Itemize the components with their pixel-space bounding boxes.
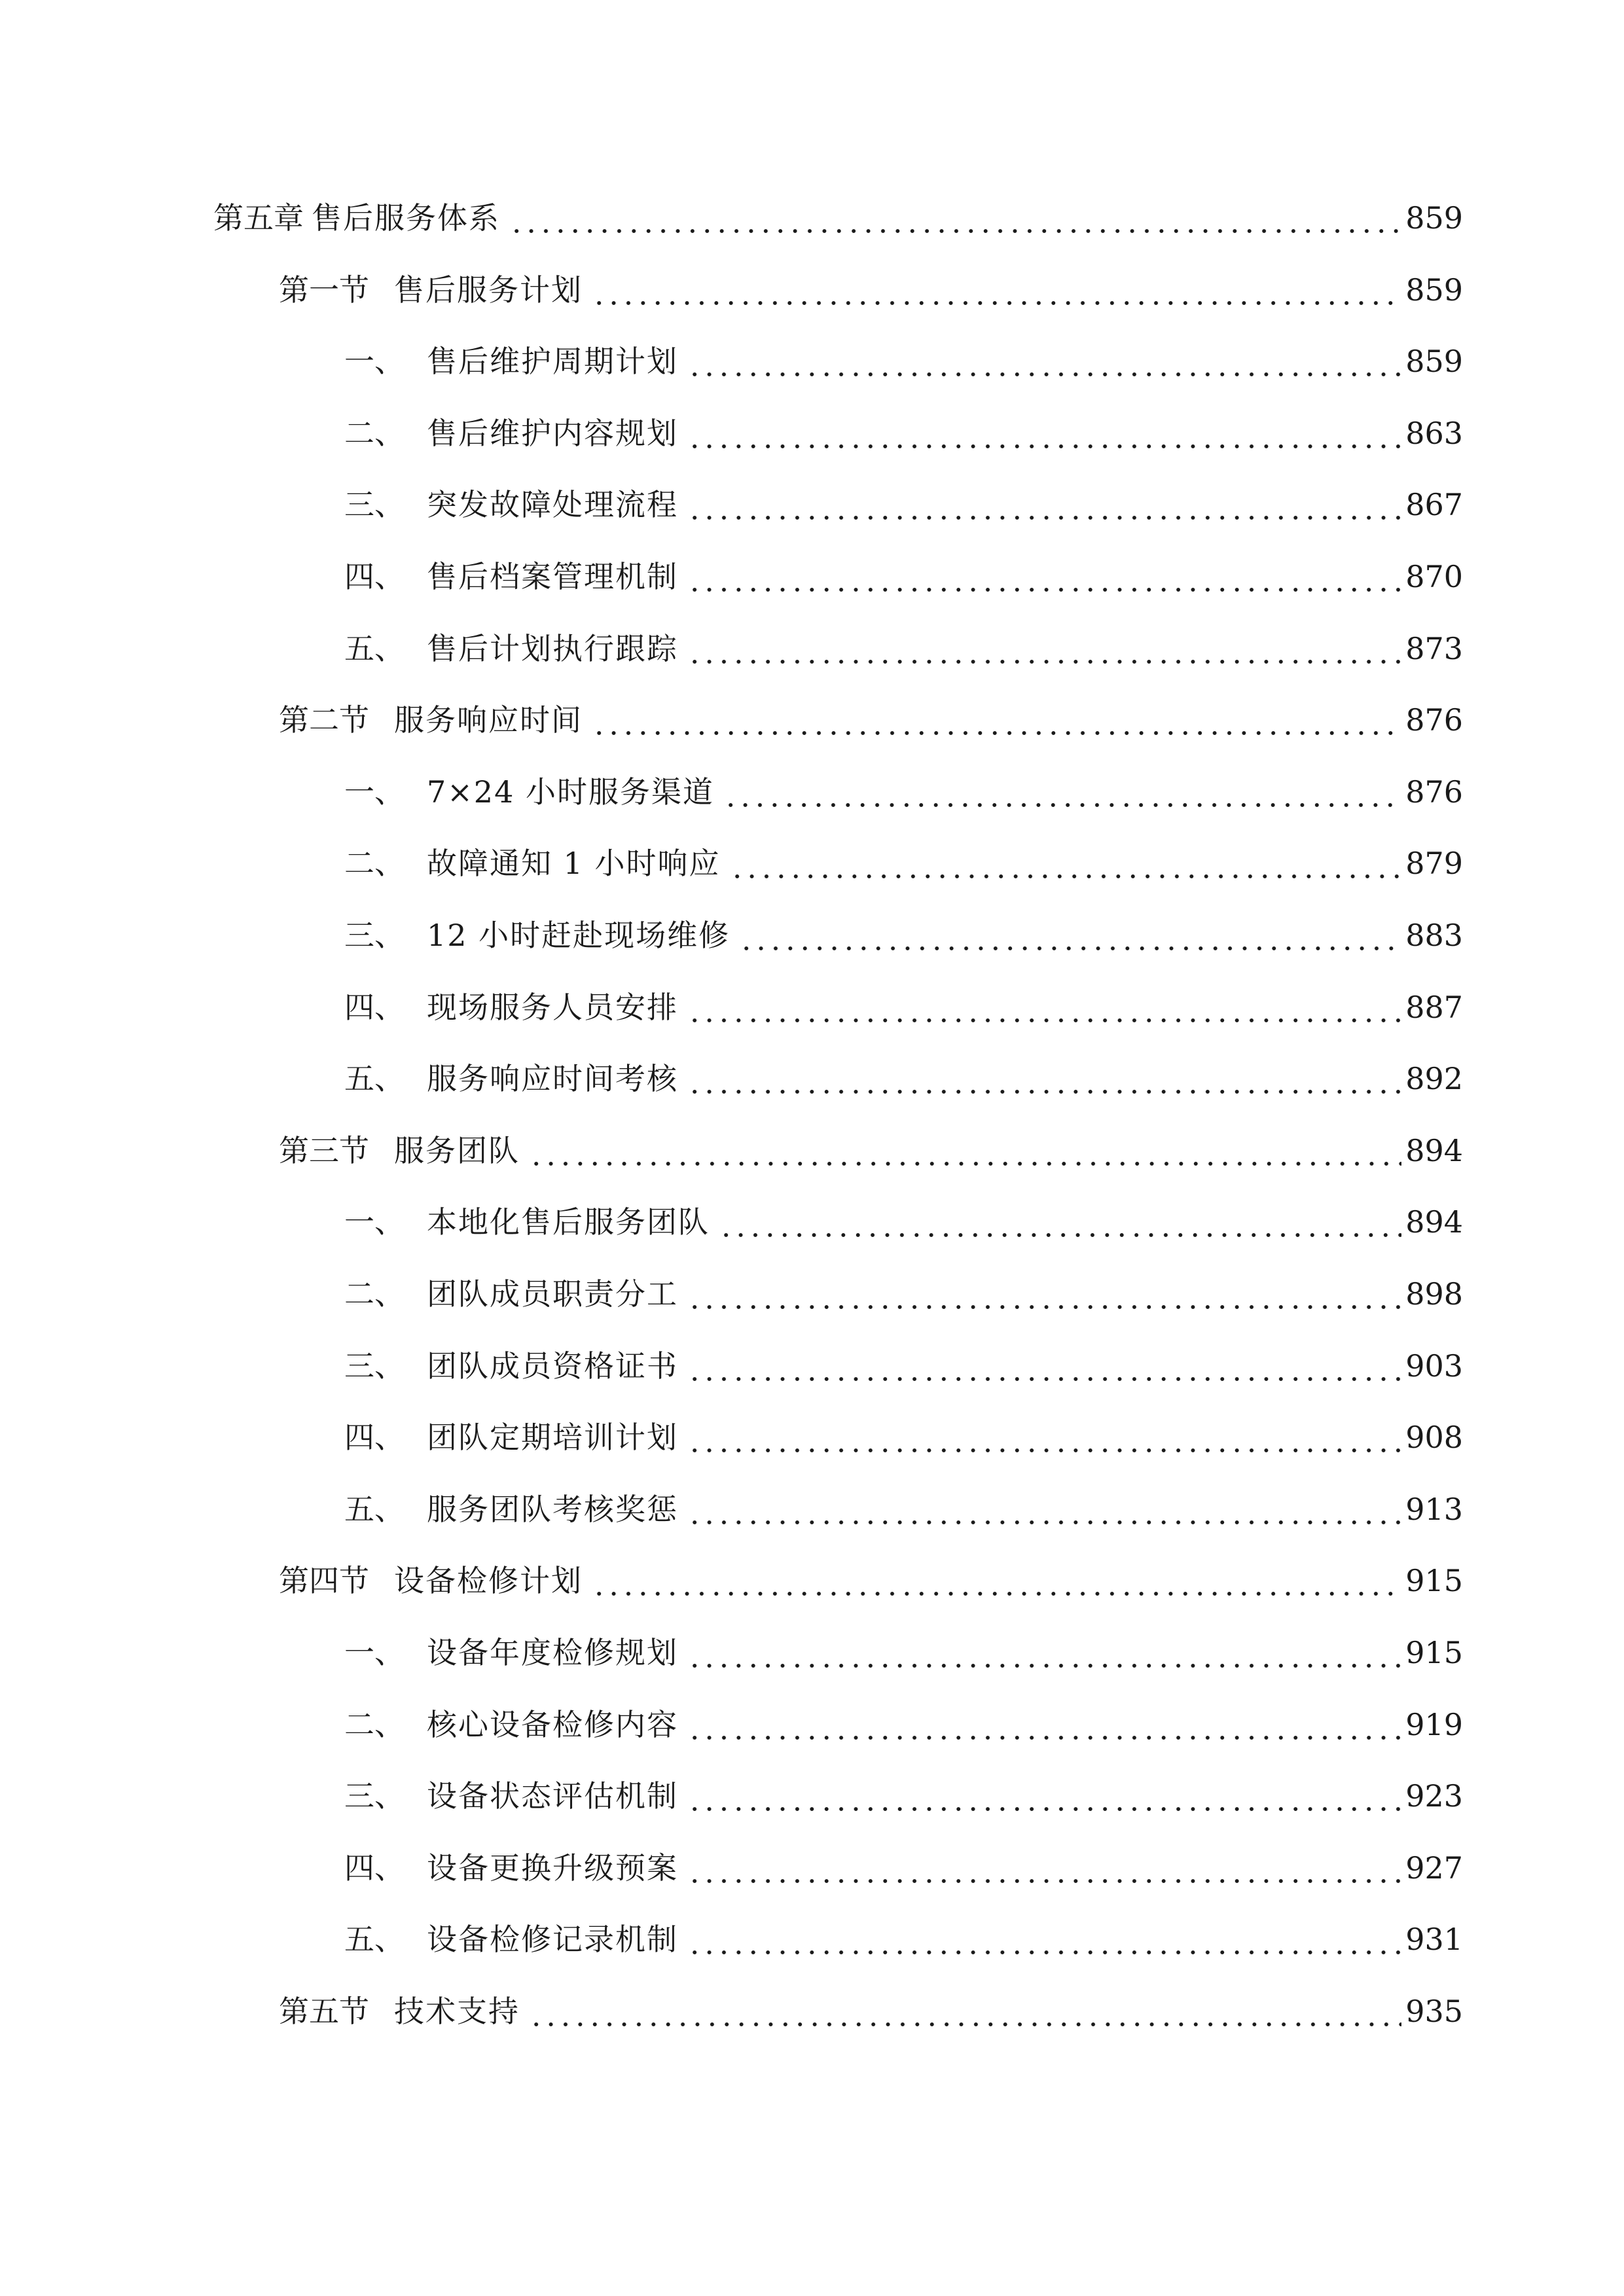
dot-leader — [687, 1063, 1401, 1094]
dot-leader — [687, 1924, 1401, 1955]
toc-entry-number: 二、 — [344, 1707, 405, 1742]
toc-entry[interactable] — [344, 1052, 1463, 1105]
toc-entry-title: 服务响应时间 — [394, 702, 583, 738]
toc-entry-page-number: 883 — [1405, 918, 1463, 953]
toc-entry-page-number: 876 — [1405, 702, 1463, 738]
toc-entry-number: 四、 — [344, 1420, 405, 1455]
toc-entry-title: 设备检修计划 — [394, 1563, 583, 1598]
toc-entry-page-number: 867 — [1405, 487, 1463, 522]
toc-entry[interactable] — [344, 981, 1463, 1033]
toc-entry-number: 五、 — [344, 1492, 405, 1527]
dot-leader — [687, 1494, 1401, 1525]
toc-entry[interactable] — [344, 407, 1463, 459]
toc-entry-title: 售后维护内容规划 — [427, 416, 678, 451]
toc-entry-title: 售后计划执行跟踪 — [427, 631, 678, 666]
toc-entry-number: 五、 — [344, 1061, 405, 1096]
dot-leader — [687, 1350, 1401, 1382]
toc-entry-page-number: 935 — [1405, 1994, 1463, 2029]
toc-entry-number: 第五节 — [279, 1994, 369, 2029]
toc-entry-number: 一、 — [344, 1204, 405, 1240]
dot-leader — [592, 274, 1401, 306]
toc-entry-page-number: 894 — [1405, 1204, 1463, 1240]
toc-entry-page-number: 898 — [1405, 1276, 1463, 1312]
toc-entry-page-number: 876 — [1405, 774, 1463, 810]
toc-entry[interactable] — [344, 1842, 1463, 1894]
dot-leader — [687, 1422, 1401, 1453]
toc-entry-page-number: 892 — [1405, 1061, 1463, 1096]
toc-entry-page-number: 903 — [1405, 1348, 1463, 1384]
toc-entry-number: 第二节 — [279, 702, 369, 738]
toc-entry-title: 7×24 小时服务渠道 — [427, 774, 714, 810]
toc-entry-title: 现场服务人员安排 — [427, 990, 678, 1025]
toc-entry[interactable] — [344, 1913, 1463, 1965]
dot-leader — [687, 1780, 1401, 1812]
toc-entry-number: 三、 — [344, 1778, 405, 1814]
toc-entry-title: 设备检修记录机制 — [427, 1922, 678, 1957]
toc-entry-number: 三、 — [344, 918, 405, 953]
toc-entry-title: 设备状态评估机制 — [427, 1778, 678, 1814]
toc-entry-page-number: 923 — [1405, 1778, 1463, 1814]
toc-entry-title: 售后维护周期计划 — [427, 344, 678, 379]
toc-entry-title: 团队成员资格证书 — [427, 1348, 678, 1384]
toc-entry-page-number: 870 — [1405, 559, 1463, 594]
toc-entry-title: 技术支持 — [394, 1994, 520, 2029]
toc-entry-number: 二、 — [344, 846, 405, 881]
toc-entry-title: 售后服务体系 — [312, 200, 500, 236]
toc-entry-number: 四、 — [344, 1850, 405, 1886]
toc-entry-title: 售后档案管理机制 — [427, 559, 678, 594]
toc-entry[interactable] — [279, 1554, 1463, 1607]
toc-entry-title: 团队成员职责分工 — [427, 1276, 678, 1312]
toc-entry[interactable] — [344, 335, 1463, 387]
toc-entry-page-number: 913 — [1405, 1492, 1463, 1527]
toc-entry-page-number: 859 — [1405, 200, 1463, 236]
toc-entry[interactable] — [344, 1411, 1463, 1463]
toc-entry-number: 三、 — [344, 1348, 405, 1384]
toc-entry-page-number: 915 — [1405, 1563, 1463, 1598]
toc-entry-title: 故障通知 1 小时响应 — [427, 846, 721, 881]
toc-entry[interactable] — [344, 1196, 1463, 1248]
toc-entry[interactable] — [344, 1626, 1463, 1679]
dot-leader — [592, 704, 1401, 736]
toc-entry-title: 核心设备检修内容 — [427, 1707, 678, 1742]
toc-entry[interactable] — [344, 1770, 1463, 1822]
toc-entry[interactable] — [279, 264, 1463, 316]
toc-entry-number: 四、 — [344, 990, 405, 1025]
toc-entry-title: 12 小时赶赴现场维修 — [427, 918, 731, 953]
toc-entry-number: 五、 — [344, 631, 405, 666]
toc-entry-page-number: 931 — [1405, 1922, 1463, 1957]
toc-entry-number: 一、 — [344, 344, 405, 379]
dot-leader — [687, 1852, 1401, 1884]
toc-entry[interactable] — [344, 478, 1463, 531]
toc-entry-title: 团队定期培训计划 — [427, 1420, 678, 1455]
toc-entry-number: 四、 — [344, 559, 405, 594]
dot-leader — [687, 1637, 1401, 1668]
dot-leader — [687, 561, 1401, 592]
dot-leader — [687, 489, 1401, 520]
dot-leader — [723, 776, 1401, 808]
toc-entry-number: 第四节 — [279, 1563, 369, 1598]
toc-entry[interactable] — [344, 1268, 1463, 1320]
toc-entry[interactable] — [279, 1124, 1463, 1177]
toc-entry-number: 第五章 — [213, 200, 304, 236]
toc-entry-page-number: 873 — [1405, 631, 1463, 666]
toc-entry-title: 设备年度检修规划 — [427, 1635, 678, 1670]
toc-entry[interactable] — [344, 1340, 1463, 1392]
dot-leader — [592, 1565, 1401, 1596]
toc-entry[interactable] — [279, 694, 1463, 746]
toc-entry-page-number: 863 — [1405, 416, 1463, 451]
dot-leader — [687, 418, 1401, 449]
toc-entry[interactable] — [344, 837, 1463, 889]
toc-entry-number: 五、 — [344, 1922, 405, 1957]
toc-entry[interactable] — [344, 1698, 1463, 1751]
toc-entry-page-number: 919 — [1405, 1707, 1463, 1742]
toc-entry-number: 二、 — [344, 416, 405, 451]
toc-entry-title: 售后服务计划 — [394, 272, 583, 308]
toc-entry[interactable] — [344, 622, 1463, 675]
toc-entry-title: 设备更换升级预案 — [427, 1850, 678, 1886]
toc-entry-page-number: 915 — [1405, 1635, 1463, 1670]
toc-entry[interactable] — [344, 766, 1463, 818]
dot-leader — [730, 848, 1402, 879]
toc-entry-title: 服务团队考核奖惩 — [427, 1492, 678, 1527]
toc-entry[interactable] — [344, 1483, 1463, 1535]
toc-entry-number: 第一节 — [279, 272, 369, 308]
toc-entry-page-number: 859 — [1405, 272, 1463, 308]
toc-entry-number: 三、 — [344, 487, 405, 522]
toc-entry-page-number: 894 — [1405, 1133, 1463, 1168]
toc-entry[interactable] — [279, 1985, 1463, 2037]
toc-entry-page-number: 887 — [1405, 990, 1463, 1025]
toc-entry-page-number: 879 — [1405, 846, 1463, 881]
toc-entry-number: 二、 — [344, 1276, 405, 1312]
dot-leader — [739, 920, 1401, 951]
dot-leader — [529, 1996, 1401, 2027]
toc-entry-page-number: 859 — [1405, 344, 1463, 379]
toc-entry-number: 一、 — [344, 1635, 405, 1670]
toc-entry-title: 突发故障处理流程 — [427, 487, 678, 522]
toc-entry-number: 第三节 — [279, 1133, 369, 1168]
toc-entry[interactable] — [344, 550, 1463, 603]
dot-leader — [687, 1709, 1401, 1740]
toc-entry-page-number: 908 — [1405, 1420, 1463, 1455]
dot-leader — [687, 346, 1401, 377]
toc-entry-title: 本地化售后服务团队 — [427, 1204, 710, 1240]
toc-entry-title: 服务团队 — [394, 1133, 520, 1168]
toc-entry-number: 一、 — [344, 774, 405, 810]
toc-entry[interactable] — [344, 909, 1463, 961]
toc-entry[interactable] — [213, 192, 1463, 244]
toc-entry-title: 服务响应时间考核 — [427, 1061, 678, 1096]
dot-leader — [509, 202, 1401, 234]
dot-leader — [687, 1278, 1401, 1310]
toc-entry-page-number: 927 — [1405, 1850, 1463, 1886]
dot-leader — [529, 1135, 1401, 1166]
dot-leader — [687, 633, 1401, 664]
dot-leader — [719, 1206, 1401, 1238]
dot-leader — [687, 992, 1401, 1023]
